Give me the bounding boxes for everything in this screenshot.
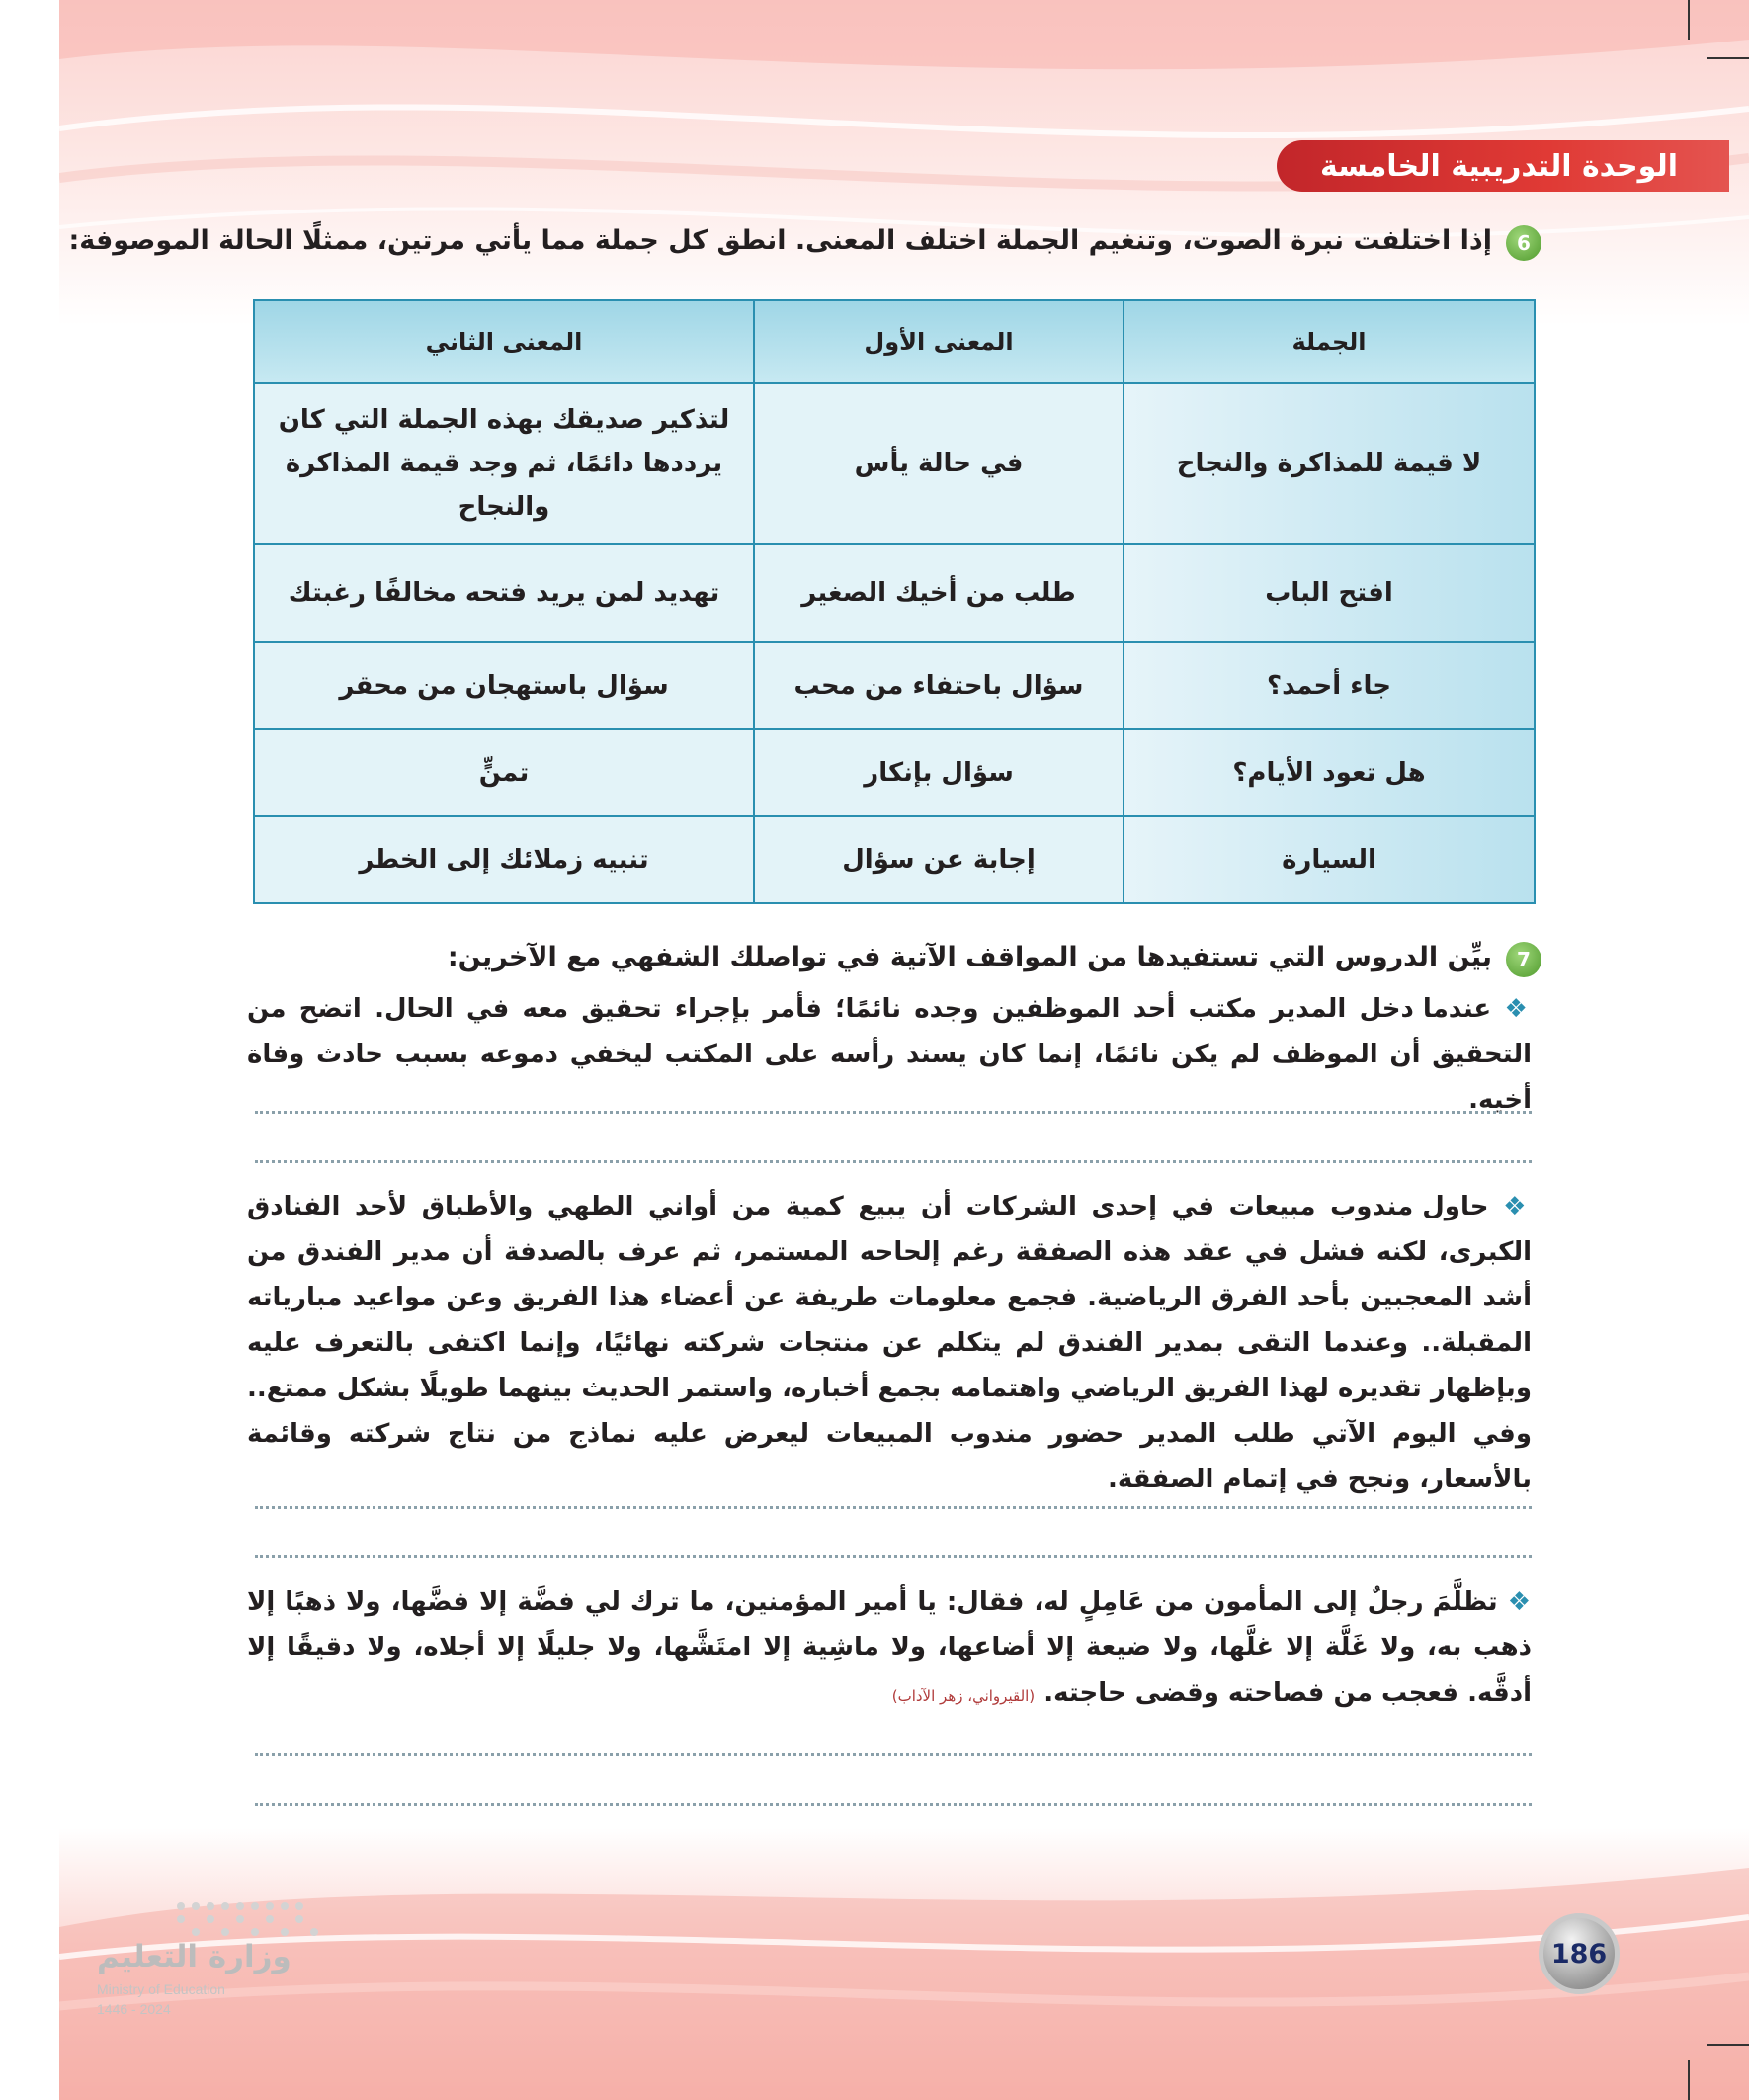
table-row [254, 544, 1535, 642]
answer-line[interactable] [255, 1506, 1532, 1509]
sentence-cell: السيارة [1124, 816, 1535, 903]
ministry-name-en: Ministry of Education [97, 1981, 225, 1997]
situation-2 [247, 1184, 1532, 1502]
crop-mark [1707, 57, 1749, 59]
edition-year: 2024 - 1446 [97, 2001, 171, 2017]
bullet-icon: ❖ [1503, 1192, 1532, 1221]
question-7-prompt: بيِّن الدروس التي تستفيدها من المواقف الآتية في تواصلك الشفهي مع الآخرين: [447, 942, 1492, 972]
question-6-badge: 6 [1506, 225, 1541, 261]
second-meaning-cell: تنبيه زملائك إلى الخطر [254, 816, 754, 903]
sentence-cell: افتح الباب [1124, 544, 1535, 642]
situation-1 [247, 986, 1532, 1123]
situation-3 [247, 1579, 1532, 1719]
situation-text: تظلَّمَ رجلٌ إلى المأمون من عَامِلٍ له، فقال: يا أمير المؤمنين، ما ترك لي فضَّة إلا فضَّها، ولا ذهبًا إلا ذهب به، ولا غَلَّة إلا غلَّها، ولا ضيعة إلا أضاعها، ولا ماشِية إلا امتَشَّها، ولا جليلًا إلا أجلاه، ولا دقيقًا إلا أدقَّه. فعجب من فصاحته وقضى حاجته. [247, 1587, 1532, 1708]
table-row [254, 383, 1535, 544]
header-sentence: الجملة [1124, 300, 1535, 383]
first-meaning-cell: سؤال بإنكار [754, 729, 1124, 816]
header-second-meaning: المعنى الثاني [254, 300, 754, 383]
bullet-icon: ❖ [1504, 994, 1532, 1024]
second-meaning-cell: تهديد لمن يريد فتحه مخالفًا رغبتك [254, 544, 754, 642]
sentence-meaning-table [253, 299, 1536, 904]
sentence-cell: هل تعود الأيام؟ [1124, 729, 1535, 816]
answer-line[interactable] [255, 1111, 1532, 1114]
situation-text: عندما دخل المدير مكتب أحد الموظفين وجده نائمًا؛ فأمر بإجراء تحقيق معه في الحال. اتضح من التحقيق أن الموظف لم يكن نائمًا، إنما كان يسند رأسه على المكتب ليخفي دموعه بسبب حادث وفاة أخيه. [247, 994, 1532, 1115]
unit-title: الوحدة التدريبية الخامسة [1320, 148, 1678, 184]
sentence-cell: لا قيمة للمذاكرة والنجاح [1124, 383, 1535, 544]
header-first-meaning: المعنى الأول [754, 300, 1124, 383]
answer-line[interactable] [255, 1160, 1532, 1163]
page-number: 186 [1539, 1913, 1620, 1994]
second-meaning-cell: لتذكير صديقك بهذه الجملة التي كان يرددها دائمًا، ثم وجد قيمة المذاكرة والنجاح [254, 383, 754, 544]
unit-title-banner [1277, 140, 1729, 192]
answer-line[interactable] [255, 1803, 1532, 1806]
question-6-prompt: إذا اختلفت نبرة الصوت، وتنغيم الجملة اختلف المعنى. انطق كل جملة مما يأتي مرتين، ممثلًا الحالة الموصوفة: [68, 225, 1492, 256]
crop-mark [1688, 2060, 1690, 2100]
table-header-row [254, 300, 1535, 383]
citation: (القيرواني، زهر الآداب) [891, 1687, 1036, 1705]
sentence-cell: جاء أحمد؟ [1124, 642, 1535, 729]
first-meaning-cell: سؤال باحتفاء من محب [754, 642, 1124, 729]
bullet-icon: ❖ [1507, 1587, 1532, 1617]
second-meaning-cell: سؤال باستهجان من محقر [254, 642, 754, 729]
answer-line[interactable] [255, 1753, 1532, 1756]
second-meaning-cell: تمنٍّ [254, 729, 754, 816]
question-7-badge: 7 [1506, 942, 1541, 977]
table-row [254, 729, 1535, 816]
table-row [254, 816, 1535, 903]
situation-text: حاول مندوب مبيعات في إحدى الشركات أن يبيع كمية من أواني الطهي والأطباق لأحد الفنادق الكبرى، لكنه فشل في عقد هذه الصفقة رغم إلحاحه المستمر، ثم عرف بالصدفة أن مدير الفندق من أشد المعجبين بأحد الفرق الرياضية. فجمع معلومات طريفة عن أعضاء هذا الفريق وعن مواعيد مبارياته المقبلة.. وعندما التقى بمدير الفندق لم يتكلم عن منتجات شركته نهائيًا، وإنما اكتفى بالتعرف عليه وبإظهار تقديره لهذا الفريق الرياضي واهتمامه بجمع أخباره، واستمر الحديث بينهما طويلًا بشكل ممتع.. وفي اليوم الآتي طلب المدير حضور مندوب المبيعات ليعرض عليه نماذج من نتاج شركته وقائمة بالأسعار، ونجح في إتمام الصفقة. [247, 1192, 1532, 1494]
ministry-name-ar: وزارة التعليم [97, 1939, 292, 1974]
answer-line[interactable] [255, 1555, 1532, 1558]
first-meaning-cell: طلب من أخيك الصغير [754, 544, 1124, 642]
first-meaning-cell: إجابة عن سؤال [754, 816, 1124, 903]
crop-mark [1688, 0, 1690, 40]
table-row [254, 642, 1535, 729]
first-meaning-cell: في حالة يأس [754, 383, 1124, 544]
crop-mark [1707, 2044, 1749, 2046]
